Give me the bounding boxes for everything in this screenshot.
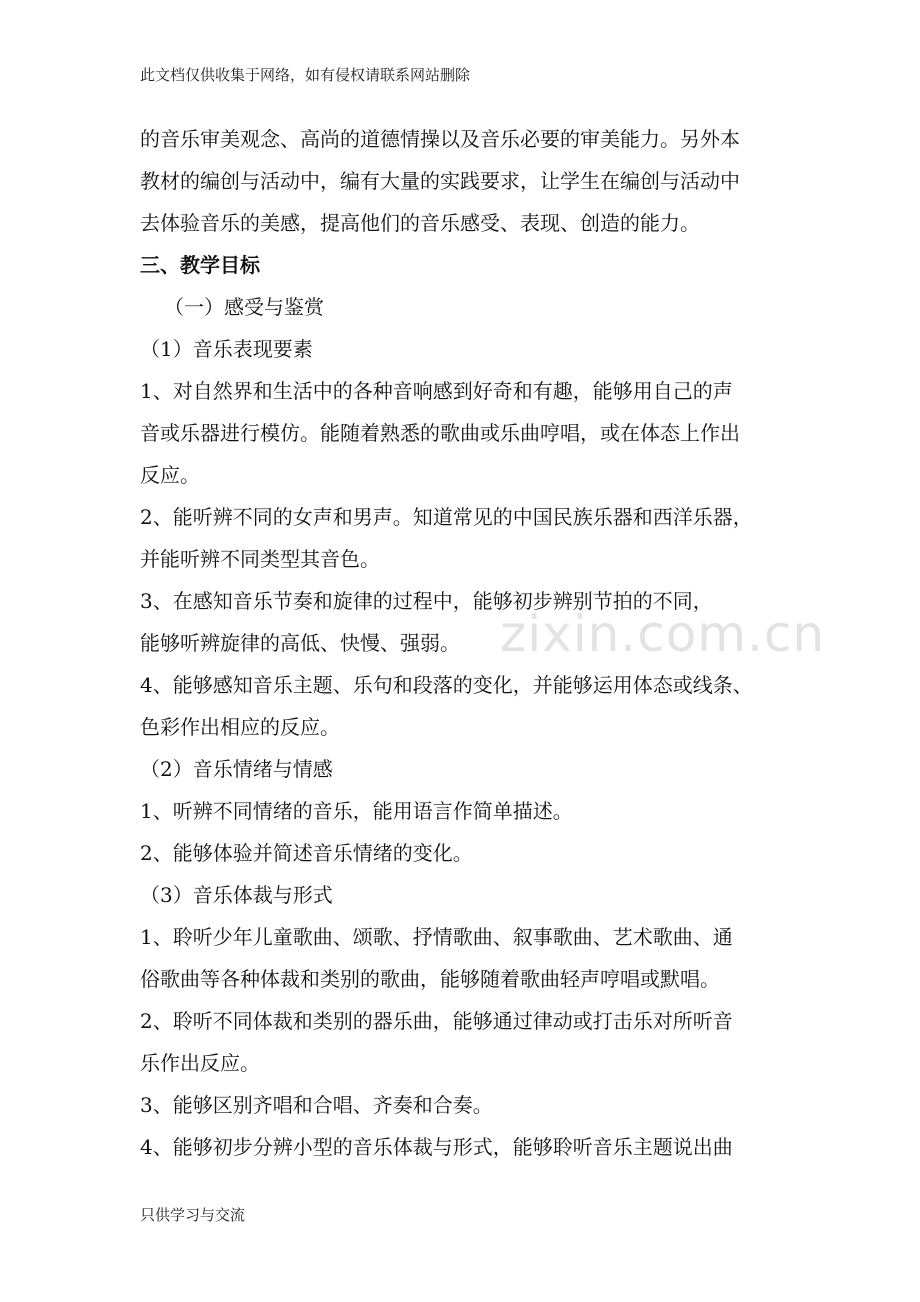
intro-line: 的音乐审美观念、高尚的道德情操以及音乐必要的审美能力。另外本	[140, 127, 740, 151]
paragraph-line: 色彩作出相应的反应。	[140, 715, 340, 739]
paragraph-line: 并能听辨不同类型其音色。	[140, 547, 380, 571]
document-body	[140, 118, 785, 1168]
paragraph-line: 俗歌曲等各种体裁和类别的歌曲，能够随着歌曲轻声哼唱或默唱。	[140, 967, 720, 991]
watermark: zixin.com.cn	[500, 605, 826, 663]
paragraph-line: 4、能够初步分辨小型的音乐体裁与形式，能够聆听音乐主题说出曲	[140, 1135, 733, 1159]
paragraph-line: 2、能听辨不同的女声和男声。知道常见的中国民族乐器和西洋乐器，	[140, 505, 753, 529]
subsection-title: （一）感受与鉴赏	[164, 295, 324, 319]
paragraph-line: 2、能够体验并简述音乐情绪的变化。	[140, 841, 473, 865]
page-footer-notice: 只供学习与交流	[140, 1206, 246, 1224]
paragraph-line: 1、对自然界和生活中的各种音响感到好奇和有趣，能够用自己的声	[140, 379, 733, 403]
page-header-notice: 此文档仅供收集于网络，如有侵权请联系网站删除	[140, 66, 471, 84]
part-title: （2）音乐情绪与情感	[140, 757, 333, 781]
paragraph-line: 能够听辨旋律的高低、快慢、强弱。	[140, 631, 460, 655]
paragraph-line: 1、聆听少年儿童歌曲、颂歌、抒情歌曲、叙事歌曲、艺术歌曲、通	[140, 925, 733, 949]
paragraph-line: 音或乐器进行模仿。能随着熟悉的歌曲或乐曲哼唱，或在体态上作出	[140, 421, 740, 445]
paragraph-line: 4、能够感知音乐主题、乐句和段落的变化，并能够运用体态或线条、	[140, 673, 753, 697]
paragraph-line: 3、能够区别齐唱和合唱、齐奏和合奏。	[140, 1093, 493, 1117]
section-title: 三、教学目标	[140, 253, 260, 277]
intro-line: 教材的编创与活动中，编有大量的实践要求，让学生在编创与活动中	[140, 169, 740, 193]
paragraph-line: 3、在感知音乐节奏和旋律的过程中，能够初步辨别节拍的不同，	[140, 589, 713, 613]
paragraph-line: 1、听辨不同情绪的音乐，能用语言作简单描述。	[140, 799, 573, 823]
part-title: （1）音乐表现要素	[140, 337, 313, 361]
intro-line: 去体验音乐的美感，提高他们的音乐感受、表现、创造的能力。	[140, 211, 700, 235]
paragraph-line: 2、聆听不同体裁和类别的器乐曲，能够通过律动或打击乐对所听音	[140, 1009, 733, 1033]
paragraph-line: 反应。	[140, 463, 200, 487]
part-title: （3）音乐体裁与形式	[140, 883, 333, 907]
paragraph-line: 乐作出反应。	[140, 1051, 260, 1075]
